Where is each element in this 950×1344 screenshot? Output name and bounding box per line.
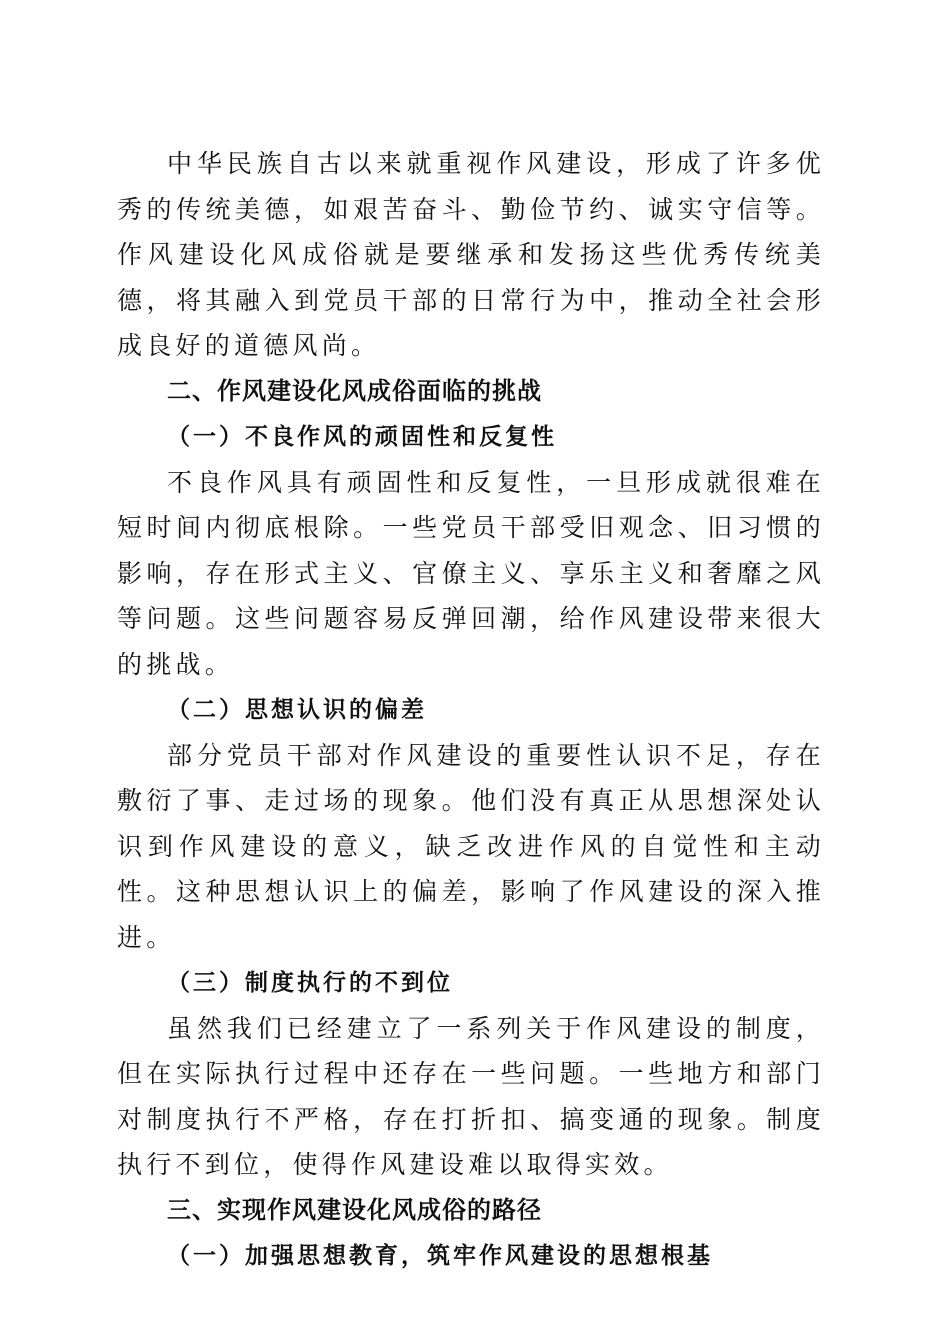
- subsection-2-2-heading: （二）思想认识的偏差: [167, 696, 427, 723]
- subsection-2-1-paragraph: 不良作风具有顽固性和反复性，一旦形成就很难在短时间内彻底根除。一些党员干部受旧观念、旧习惯的影响，存在形式主义、官僚主义、享乐主义和奢靡之风等问题。这些问题容易反弹回潮，给作风建设带来很大的挑战。: [117, 467, 825, 679]
- subsection-3-1-heading: （一）加强思想教育，筑牢作风建设的思想根基: [167, 1242, 713, 1269]
- section-2-heading: 二、作风建设化风成俗面临的挑战: [167, 376, 542, 405]
- subsection-2-3-paragraph: 虽然我们已经建立了一系列关于作风建设的制度，但在实际执行过程中还存在一些问题。一些地方和部门对制度执行不严格，存在打折扣、搞变通的现象。制度执行不到位，使得作风建设难以取得实效。: [117, 1013, 825, 1179]
- subsection-2-3-heading: （三）制度执行的不到位: [167, 969, 453, 996]
- subsection-2-2-paragraph: 部分党员干部对作风建设的重要性认识不足，存在敷衍了事、走过场的现象。他们没有真正从思想深处认识到作风建设的意义，缺乏改进作风的自觉性和主动性。这种思想认识上的偏差，影响了作风建设的深入推进。: [117, 740, 825, 952]
- intro-paragraph: 中华民族自古以来就重视作风建设，形成了许多优秀的传统美德，如艰苦奋斗、勤俭节约、诚实守信等。作风建设化风成俗就是要继承和发扬这些优秀传统美德，将其融入到党员干部的日常行为中，推动全社会形成良好的道德风尚。: [117, 149, 825, 360]
- document-page: [117, 141, 825, 1279]
- section-3-heading: 三、实现作风建设化风成俗的路径: [167, 1195, 542, 1224]
- subsection-2-1-heading: （一）不良作风的顽固性和反复性: [167, 423, 557, 450]
